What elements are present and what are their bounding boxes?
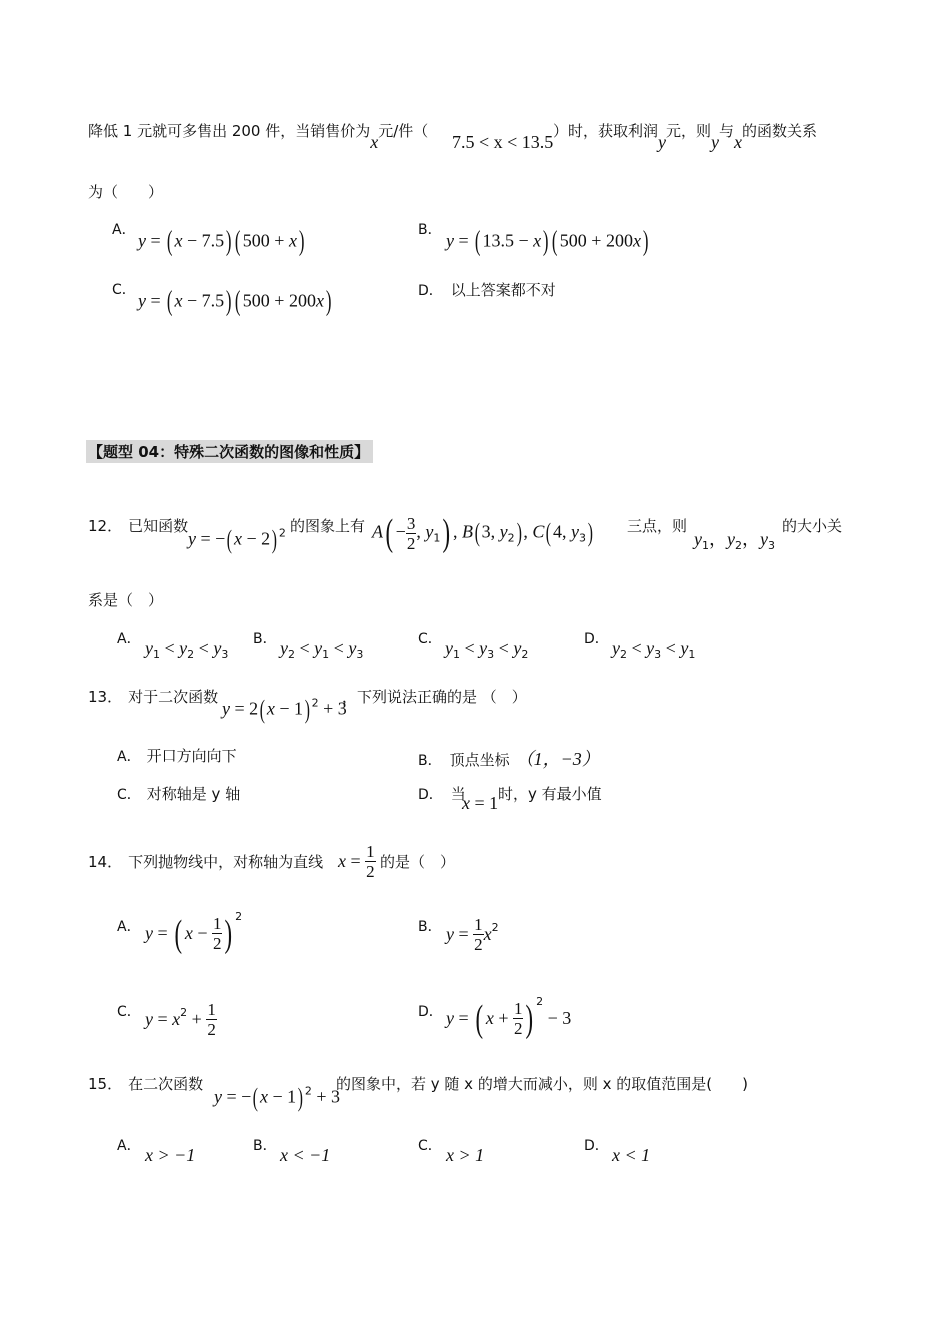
q14-axis: x = $\frac{1}{2}$ bbox=[338, 842, 375, 881]
option-label[interactable]: C． bbox=[418, 631, 442, 647]
option-c-expr[interactable]: y = ( x − 7.5) ( 500 + 200x) bbox=[138, 286, 332, 317]
option-label[interactable]: D． bbox=[418, 1004, 443, 1020]
question-number: 12． bbox=[88, 517, 123, 535]
q15-option-a-expr[interactable]: x > −1 bbox=[145, 1145, 196, 1165]
q12-text: 已知函数 bbox=[128, 517, 189, 535]
vertex-coordinate: （1，−3） bbox=[515, 749, 600, 769]
option-label[interactable]: C． bbox=[117, 1004, 141, 1020]
q11-text: 元，则 bbox=[666, 122, 712, 140]
option-label[interactable]: B． bbox=[253, 1138, 277, 1154]
var-y: y bbox=[658, 132, 667, 152]
q12-vars: $y_1$，$y_2$，$y_3$ bbox=[694, 529, 775, 552]
option-label[interactable]: A． bbox=[112, 222, 136, 238]
option-label[interactable]: C． bbox=[418, 1138, 442, 1154]
q11-condition: 7.5 < x < 13.5 bbox=[452, 132, 554, 152]
q13-option-d-expr: x = 1 bbox=[462, 793, 499, 813]
q13-option-c[interactable] bbox=[117, 783, 240, 804]
q13-function: y = 2(x − 1) $^2$ + 3 bbox=[222, 695, 347, 724]
q12-option-b-expr[interactable]: $y_2 < y_1 < y_3$ bbox=[280, 638, 364, 661]
q11-text: ）时，获取利润 bbox=[553, 122, 659, 140]
q11-line1 bbox=[88, 120, 429, 152]
question-number: 13． bbox=[88, 688, 123, 706]
q12-line1 bbox=[88, 515, 188, 536]
option-label[interactable]: D． bbox=[584, 1138, 609, 1154]
option-label[interactable]: A． bbox=[117, 631, 141, 647]
var-x: x bbox=[734, 132, 743, 152]
q13-option-d[interactable] bbox=[418, 783, 466, 804]
q14-line1 bbox=[88, 851, 323, 872]
option-text: 对称轴是 y 轴 bbox=[146, 785, 241, 803]
q14-text: 下列抛物线中，对称轴为直线 bbox=[128, 853, 324, 871]
q12-option-a-expr[interactable]: $y_1 < y_2 < y_3$ bbox=[145, 638, 229, 661]
q13-option-b[interactable] bbox=[418, 745, 600, 771]
q11-line1-tail bbox=[553, 120, 818, 152]
option-b-expr[interactable]: y = ( 13.5 − x) ( 500 + 200x) bbox=[446, 226, 649, 257]
q15-option-c-expr[interactable]: x > 1 bbox=[446, 1145, 485, 1165]
option-label[interactable]: B． bbox=[418, 222, 442, 238]
q14-option-d-expr[interactable]: y = ( x + $\frac{1}{2}$ ) $^2$ − 3 bbox=[446, 995, 572, 1040]
var-y: y bbox=[711, 132, 720, 152]
q14-option-c-expr[interactable]: $y = x^2$ + $\frac{1}{2}$ bbox=[145, 1000, 216, 1039]
q12-text: 的图象上有 bbox=[290, 517, 366, 535]
option-label[interactable]: B． bbox=[418, 919, 442, 935]
option-label[interactable]: D． bbox=[584, 631, 609, 647]
option-text: 顶点坐标 bbox=[449, 751, 510, 769]
option-text: 开口方向向下 bbox=[146, 747, 237, 765]
q12-points: A( − $\frac{3}{2}$ , $y_1$) , B(3, $y_2$), C(4, $y_3$) bbox=[372, 512, 593, 554]
q15-line1 bbox=[88, 1073, 203, 1094]
q11-text: 元/件（ bbox=[378, 122, 429, 140]
q12-option-c-expr[interactable]: $y_1 < y_3 < y_2$ bbox=[445, 638, 529, 661]
q14-option-a-expr[interactable]: y = ( x − $\frac{1}{2}$ ) $^2$ bbox=[145, 910, 243, 955]
var-x: x bbox=[370, 132, 379, 152]
q15-option-d-expr[interactable]: x < 1 bbox=[612, 1145, 651, 1165]
q13-option-a[interactable] bbox=[117, 745, 237, 766]
option-d[interactable] bbox=[418, 279, 556, 300]
q11-text: 的函数关系 bbox=[742, 122, 818, 140]
q12-text: 的大小关 bbox=[782, 517, 843, 535]
option-label[interactable]: A． bbox=[117, 919, 141, 935]
q14-option-b-expr[interactable]: y = $\frac{1}{2}$ $x^2$ bbox=[446, 915, 499, 954]
option-label[interactable]: B． bbox=[253, 631, 277, 647]
option-label: B． bbox=[418, 753, 442, 769]
q11-text: 与 bbox=[719, 122, 735, 140]
question-number: 15． bbox=[88, 1075, 123, 1093]
option-label: D． bbox=[418, 787, 443, 803]
option-label[interactable]: A． bbox=[117, 1138, 141, 1154]
q15-function: y = −(x − 1) $^2$ + 3 bbox=[214, 1083, 340, 1112]
option-label: A． bbox=[117, 749, 141, 765]
section-header: 【题型 04：特殊二次函数的图像和性质】 bbox=[86, 440, 373, 463]
option-text: 当 bbox=[450, 785, 466, 803]
q14-text: 的是（ ） bbox=[380, 853, 456, 871]
option-label: C． bbox=[117, 787, 141, 803]
option-text: 以上答案都不对 bbox=[450, 281, 556, 299]
option-label[interactable]: C． bbox=[112, 282, 136, 298]
q13-text: 对于二次函数 bbox=[128, 688, 219, 706]
option-text: 时，y 有最小值 bbox=[498, 785, 602, 803]
q12-line2: 系是（ ） bbox=[88, 591, 164, 609]
q15-option-b-expr[interactable]: x < −1 bbox=[280, 1145, 331, 1165]
q11-text: 降低 1 元就可多售出 200 件，当销售价为 bbox=[88, 122, 371, 140]
q13-text: ，下列说法正确的是 （ ） bbox=[342, 688, 527, 706]
q12-option-d-expr[interactable]: $y_2 < y_3 < y_1$ bbox=[612, 638, 696, 661]
option-label: D． bbox=[418, 283, 443, 299]
q15-text: 的图象中，若 y 随 x 的增大而减小，则 x 的取值范围是( ) bbox=[336, 1075, 748, 1093]
question-number: 14． bbox=[88, 853, 123, 871]
q15-text: 在二次函数 bbox=[128, 1075, 204, 1093]
option-a-expr[interactable]: y = ( x − 7.5) ( 500 + x) bbox=[138, 226, 305, 257]
q11-line2: 为（ ） bbox=[88, 183, 164, 201]
q13-line1 bbox=[88, 686, 218, 707]
q12-function: y = −(x − 2) $^2$ bbox=[188, 525, 286, 554]
q12-text: 三点，则 bbox=[627, 517, 688, 535]
